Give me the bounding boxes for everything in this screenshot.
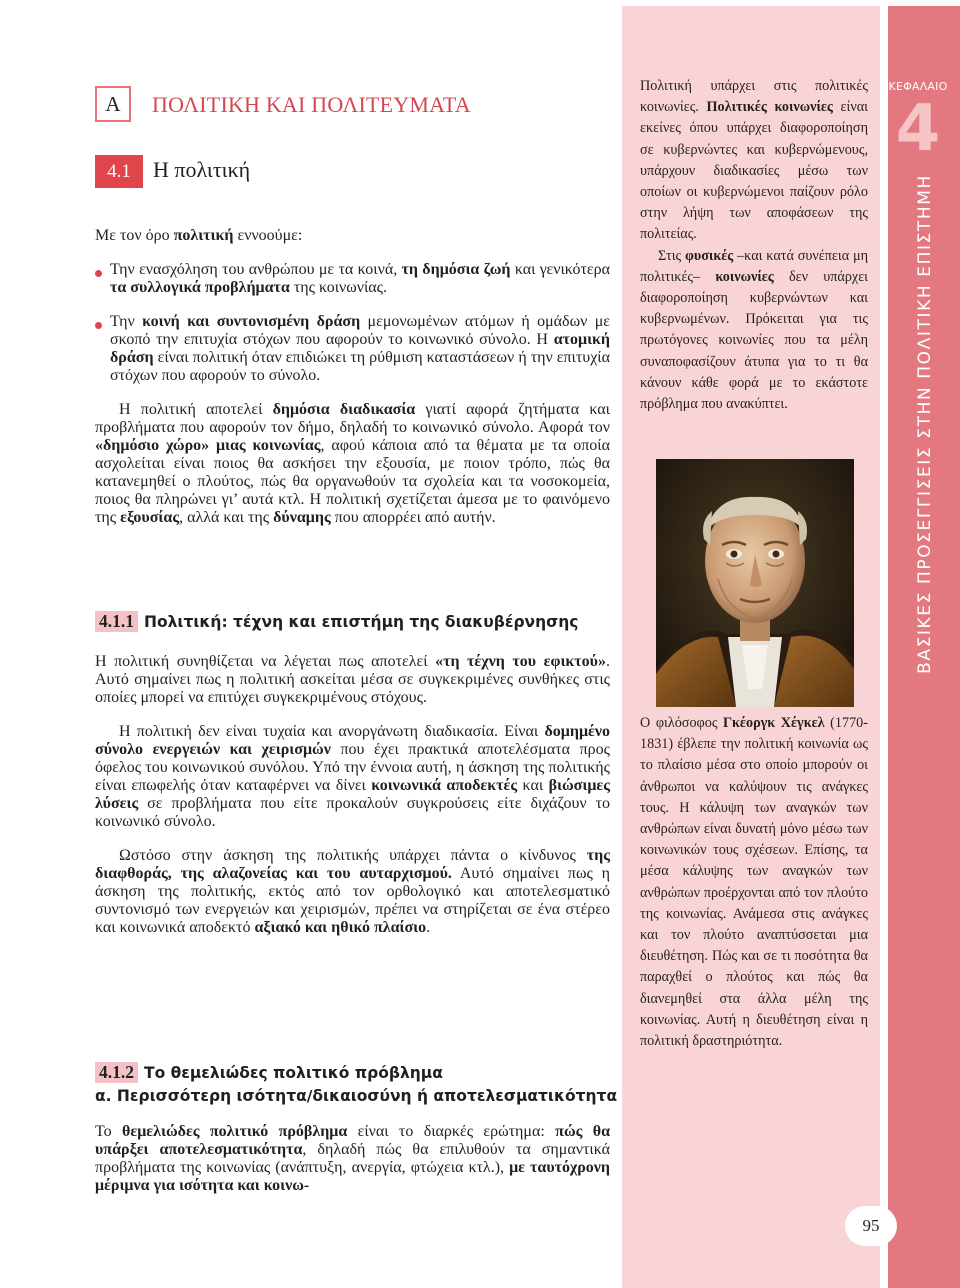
paragraph: Η πολιτική αποτελεί δημόσια διαδικασία γιατί αφορά ζητήματα και προβλήματα που αφορούν τον δήμο, δηλαδή το κοινωνικό σύνολο. Αφορά τον «δημόσιο χώρο» μιας κοινωνίας, αφού κάποια από τα θέματα με τα οποία ασχολείται είναι ποιος θα ασκήσει την εξουσία, με ποιον τρόπο, πώς θα κατανεμηθεί ο πλούτος, πώς θα οργανωθούν τα σχολεία και τα νοσοκομεία, ποιος θα πληρώνει γι’ αυτά κτλ. Η πολιτική σχετίζεται άμεσα με το φαινόμενο της εξουσίας, αλλά και της δύναμης που απορρέει από αυτήν. [95,401,610,526]
hegel-portrait [656,459,854,707]
subsection-body [95,637,610,953]
bullet-item: Την κοινή και συντονισμένη δράση μεμονωμένων ατόμων ή ομάδων με σκοπό την επιτυχία στόχων που αφορούν το κοινωνικό σύνολο. Η ατομική δράση είναι πολιτική όταν επιδιώκει τη ρύθμιση καταστάσεων ή την επιτυχία στόχων που αφορούν το σύνολο. [95,313,610,385]
bullet-dot [95,322,102,329]
subsection-heading: 4.1.2 Το θεμελιώδες πολιτικό πρόβλημα [95,1062,443,1083]
section-subtitle: Η πολιτική [153,157,251,182]
portrait-caption [640,713,868,1052]
section-title: ΠΟΛΙΤΙΚΗ ΚΑΙ ΠΟΛΙΤΕΥΜΑΤΑ [152,92,471,117]
section-number: 4.1 [95,155,143,188]
bullet-dot [95,270,102,277]
bullet-item: Την ενασχόληση του ανθρώπου με τα κοινά, τη δημόσια ζωή και γενικότερα τα συλλογικά προβλήματα της κοινωνίας. [95,261,610,297]
paragraph: Το θεμελιώδες πολιτικό πρόβλημα είναι το διαρκές ερώτημα: πώς θα υπάρξει αποτελεσματικότητα, δηλαδή πώς θα επιλυθούν τα σημαντικά προβλήματα της κοινωνίας (ανάπτυξη, ανεργία, φτώχεια κτλ.), με ταυτόχρονη μέριμνα για ισότητα και κοινω- [95,1123,611,1194]
side-note [640,76,868,415]
paragraph: Η πολιτική δεν είναι τυχαία και ανοργάνωτη διαδικασία. Είναι δομημένο σύνολο ενεργειών και χειρισμών που έχει πρακτικά αποτελέσματα προς όφελος του κοινωνικού συνόλου. Υπό την έννοια αυτή, η άσκηση της πολιτικής είναι επωφελής όταν καταφέρνει να δίνει κοινωνικά αποδεκτές και βιώσιμες λύσεις σε προβλήματα που είτε προκαλούν συγκρούσεις είτε διχάζουν το κοινωνικό σύνολο. [95,723,610,830]
paragraph: Η πολιτική συνηθίζεται να λέγεται πως αποτελεί «τη τέχνη του εφικτού». Αυτό σημαίνει πως η πολιτική ασκείται μέσα σε συγκεκριμένες συνθήκες στις οποίες μπορεί να επιτύχει συγκεκριμένους στόχους. [95,653,610,706]
subsection-heading: 4.1.1 Πολιτική: τέχνη και επιστήμη της διακυβέρνησης [95,611,578,632]
side-paragraph: Στις φυσικές –και κατά συνέπεια μη πολιτικές– κοινωνίες δεν υπάρχει διαφοροποίηση κυβερνώντων και κυβερνωμένων. Πρόκειται για τις πρωτόγονες κοινωνίες που τα μέλη συναποφασίζουν άτυπα για το τι θα κάνουν κάθε φορά με το εκάστοτε πρόβλημα που ανακύπτει. [640,247,869,413]
subsection-subheading: α. Περισσότερη ισότητα/δικαιοσύνη ή αποτελεσματικότητα [95,1087,618,1105]
subsection-body [95,1107,610,1211]
intro-block [95,211,610,543]
section-letter: Α [95,86,131,122]
caption-text: Ο φιλόσοφος Γκέοργκ Χέγκελ (1770-1831) έβλεπε την πολιτική κοινωνία ως το πλαίσιο μέσα στο οποίο μπορούν οι άνθρωποι να καλύψουν τις ανάγκες τους. Η κάλυψη των αναγκών των ανθρώπων είναι δυνατή μόνο μέσω των κοινωνικών τους σχέσεων. Επίσης, τα μέσα κάλυψης των αναγκών των ανθρώπων προέρχονται από τον πλούτο της κοινωνίας. Ανάμεσα στις ανάγκες και τον πλούτο αναπτύσσεται μια διευθέτηση. Πώς και σε τι ποσότητα θα παραχθεί ο πλούτος και πώς θα διανεμηθεί στα άλλα μέλη της κοινωνίας. Αυτή η διευθέτηση είναι η πολιτική δραστηριότητα. [640,715,869,1050]
paragraph: Ωστόσο στην άσκηση της πολιτικής υπάρχει πάντα ο κίνδυνος της διαφθοράς, της αλαζονείας και του αυταρχισμού. Αυτό σημαίνει πως η άσκηση της πολιτικής, εκτός από τον ορθολογικό και αποτελεσματικό συντονισμό των ενεργειών και χειρισμών, πρέπει να στηρίζεται σε ένα στέρεο και κοινωνικά αποδεκτό αξιακό και ηθικό πλαίσιο. [95,847,610,936]
chapter-label: ΚΕΦΑΛΑΙΟ [888,80,948,93]
side-paragraph: Πολιτική υπάρχει στις πολιτικές κοινωνίες. Πολιτικές κοινωνίες είναι εκείνες όπου υπάρχει διαφοροποίηση σε κυβερνώντες και κυβερνώμενους, υπάρχουν διαδικασίες μέσω των οποίων οι κυβερνώμενοι παίζουν ρόλο στην λήψη των αποφάσεων της πολιτείας. [640,78,868,243]
page-number: 95 [845,1206,897,1246]
chapter-number: 4 [895,92,941,166]
intro-line: Με τον όρο πολιτική εννοούμε: [95,227,303,244]
